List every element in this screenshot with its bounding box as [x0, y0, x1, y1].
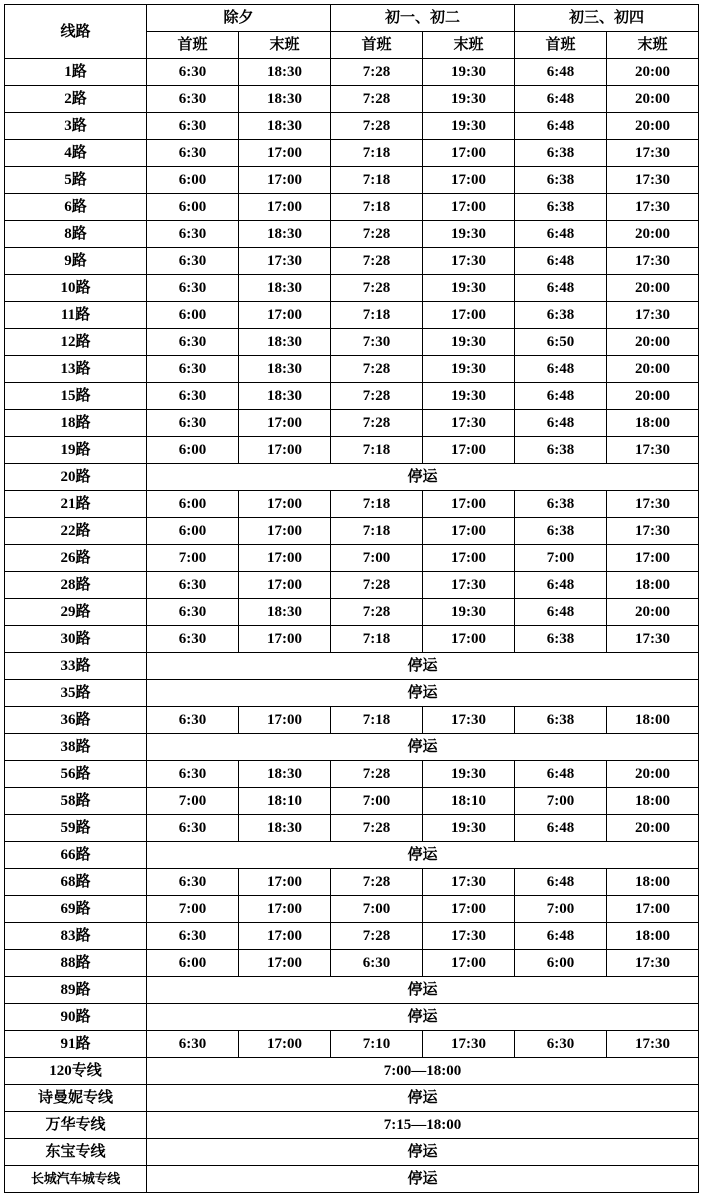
time-cell: 6:30 — [147, 329, 239, 356]
time-cell: 7:28 — [331, 923, 423, 950]
time-cell: 17:00 — [423, 626, 515, 653]
time-cell: 17:30 — [607, 437, 699, 464]
table-row — [5, 518, 699, 545]
time-cell: 6:00 — [515, 950, 607, 977]
table-row — [5, 950, 699, 977]
time-cell: 7:18 — [331, 167, 423, 194]
time-cell: 6:48 — [515, 86, 607, 113]
time-cell: 17:00 — [423, 437, 515, 464]
time-cell: 18:30 — [239, 383, 331, 410]
time-cell: 6:48 — [515, 599, 607, 626]
time-cell: 17:30 — [607, 248, 699, 275]
time-cell: 7:28 — [331, 599, 423, 626]
route-name-cell: 59路 — [5, 815, 147, 842]
time-cell: 17:30 — [607, 518, 699, 545]
time-cell: 7:28 — [331, 59, 423, 86]
time-cell: 18:30 — [239, 329, 331, 356]
table-row — [5, 86, 699, 113]
time-cell: 6:30 — [147, 923, 239, 950]
table-row — [5, 1166, 699, 1193]
time-cell: 18:30 — [239, 59, 331, 86]
time-cell: 6:38 — [515, 194, 607, 221]
time-cell: 17:30 — [423, 572, 515, 599]
route-name-cell: 15路 — [5, 383, 147, 410]
time-cell: 6:00 — [147, 194, 239, 221]
suspended-cell: 停运 — [147, 653, 699, 680]
header-group-chusan-chusi: 初三、初四 — [515, 5, 699, 32]
route-name-cell: 33路 — [5, 653, 147, 680]
route-name-cell: 19路 — [5, 437, 147, 464]
time-cell: 7:18 — [331, 437, 423, 464]
suspended-cell: 停运 — [147, 977, 699, 1004]
time-cell: 20:00 — [607, 761, 699, 788]
time-cell: 19:30 — [423, 356, 515, 383]
time-cell: 6:48 — [515, 59, 607, 86]
time-cell: 6:00 — [147, 950, 239, 977]
time-cell: 18:00 — [607, 788, 699, 815]
route-name-cell: 29路 — [5, 599, 147, 626]
time-cell: 7:28 — [331, 761, 423, 788]
time-cell: 6:30 — [515, 1031, 607, 1058]
table-row — [5, 788, 699, 815]
time-cell: 19:30 — [423, 761, 515, 788]
time-cell: 19:30 — [423, 86, 515, 113]
route-name-cell: 91路 — [5, 1031, 147, 1058]
time-cell: 19:30 — [423, 113, 515, 140]
header-first-bus-chuxi: 首班 — [147, 32, 239, 59]
time-cell: 6:30 — [147, 626, 239, 653]
time-cell: 18:30 — [239, 221, 331, 248]
time-cell: 17:00 — [607, 545, 699, 572]
time-cell: 6:48 — [515, 383, 607, 410]
time-cell: 6:30 — [147, 59, 239, 86]
time-cell: 6:00 — [147, 491, 239, 518]
suspended-cell: 停运 — [147, 1004, 699, 1031]
time-cell: 6:48 — [515, 572, 607, 599]
time-cell: 7:00 — [515, 788, 607, 815]
time-cell: 7:00 — [147, 788, 239, 815]
time-cell: 17:00 — [239, 869, 331, 896]
time-cell: 20:00 — [607, 815, 699, 842]
time-cell: 17:00 — [423, 194, 515, 221]
route-name-cell: 58路 — [5, 788, 147, 815]
time-cell: 7:00 — [147, 545, 239, 572]
route-name-cell: 68路 — [5, 869, 147, 896]
time-cell: 6:48 — [515, 248, 607, 275]
suspended-cell: 停运 — [147, 842, 699, 869]
time-cell: 6:48 — [515, 923, 607, 950]
suspended-cell: 停运 — [147, 464, 699, 491]
time-cell: 6:30 — [147, 599, 239, 626]
time-cell: 7:28 — [331, 356, 423, 383]
service-span-cell: 停运 — [147, 1085, 699, 1112]
time-cell: 6:00 — [147, 437, 239, 464]
time-cell: 17:00 — [239, 140, 331, 167]
time-cell: 18:30 — [239, 86, 331, 113]
table-row — [5, 653, 699, 680]
time-cell: 18:30 — [239, 815, 331, 842]
time-cell: 17:30 — [423, 707, 515, 734]
time-cell: 17:00 — [239, 518, 331, 545]
route-name-cell: 22路 — [5, 518, 147, 545]
header-last-bus-chuyi: 末班 — [423, 32, 515, 59]
time-cell: 20:00 — [607, 329, 699, 356]
time-cell: 6:30 — [147, 707, 239, 734]
table-row — [5, 356, 699, 383]
time-cell: 6:50 — [515, 329, 607, 356]
header-row-groups — [5, 5, 699, 32]
time-cell: 6:30 — [147, 356, 239, 383]
time-cell: 6:30 — [147, 869, 239, 896]
time-cell: 18:30 — [239, 275, 331, 302]
spring-festival-bus-timetable — [4, 4, 699, 1193]
header-last-bus-chusan: 末班 — [607, 32, 699, 59]
time-cell: 6:30 — [147, 140, 239, 167]
table-row — [5, 1112, 699, 1139]
time-cell: 6:30 — [147, 572, 239, 599]
route-name-cell: 38路 — [5, 734, 147, 761]
time-cell: 18:00 — [607, 869, 699, 896]
time-cell: 17:30 — [607, 302, 699, 329]
time-cell: 6:48 — [515, 815, 607, 842]
time-cell: 7:00 — [331, 545, 423, 572]
service-span-cell: 停运 — [147, 1139, 699, 1166]
route-name-cell: 3路 — [5, 113, 147, 140]
table-row — [5, 302, 699, 329]
time-cell: 17:30 — [607, 626, 699, 653]
table-row — [5, 734, 699, 761]
table-row — [5, 221, 699, 248]
time-cell: 6:38 — [515, 302, 607, 329]
time-cell: 17:00 — [239, 437, 331, 464]
time-cell: 7:28 — [331, 383, 423, 410]
table-row — [5, 113, 699, 140]
time-cell: 17:30 — [607, 1031, 699, 1058]
time-cell: 19:30 — [423, 599, 515, 626]
time-cell: 17:00 — [239, 167, 331, 194]
table-row — [5, 194, 699, 221]
time-cell: 6:00 — [147, 518, 239, 545]
time-cell: 6:00 — [147, 302, 239, 329]
time-cell: 7:00 — [331, 896, 423, 923]
time-cell: 6:30 — [147, 815, 239, 842]
time-cell: 17:00 — [423, 302, 515, 329]
time-cell: 17:00 — [423, 140, 515, 167]
time-cell: 6:30 — [147, 1031, 239, 1058]
route-name-cell: 56路 — [5, 761, 147, 788]
table-row — [5, 410, 699, 437]
time-cell: 17:00 — [423, 518, 515, 545]
time-cell: 6:48 — [515, 410, 607, 437]
time-cell: 17:00 — [239, 545, 331, 572]
header-group-chuxi: 除夕 — [147, 5, 331, 32]
time-cell: 17:30 — [607, 491, 699, 518]
table-row — [5, 869, 699, 896]
time-cell: 18:30 — [239, 599, 331, 626]
time-cell: 7:18 — [331, 518, 423, 545]
route-name-cell: 18路 — [5, 410, 147, 437]
route-name-cell: 5路 — [5, 167, 147, 194]
time-cell: 17:00 — [423, 167, 515, 194]
time-cell: 6:00 — [147, 167, 239, 194]
route-name-cell: 诗曼妮专线 — [5, 1085, 147, 1112]
route-name-cell: 10路 — [5, 275, 147, 302]
time-cell: 7:28 — [331, 248, 423, 275]
time-cell: 7:28 — [331, 869, 423, 896]
route-name-cell: 28路 — [5, 572, 147, 599]
time-cell: 17:00 — [239, 707, 331, 734]
header-first-bus-chusan: 首班 — [515, 32, 607, 59]
time-cell: 17:00 — [239, 410, 331, 437]
table-row — [5, 248, 699, 275]
time-cell: 6:48 — [515, 356, 607, 383]
time-cell: 19:30 — [423, 221, 515, 248]
time-cell: 18:00 — [607, 410, 699, 437]
route-name-cell: 1路 — [5, 59, 147, 86]
route-name-cell: 万华专线 — [5, 1112, 147, 1139]
time-cell: 6:48 — [515, 869, 607, 896]
route-name-cell: 36路 — [5, 707, 147, 734]
table-body — [5, 59, 699, 1193]
time-cell: 17:00 — [239, 626, 331, 653]
time-cell: 17:00 — [423, 896, 515, 923]
time-cell: 6:38 — [515, 140, 607, 167]
time-cell: 6:38 — [515, 437, 607, 464]
time-cell: 6:30 — [147, 86, 239, 113]
table-row — [5, 329, 699, 356]
time-cell: 17:00 — [239, 194, 331, 221]
route-name-cell: 2路 — [5, 86, 147, 113]
table-row — [5, 1085, 699, 1112]
table-row — [5, 572, 699, 599]
time-cell: 20:00 — [607, 221, 699, 248]
time-cell: 18:30 — [239, 113, 331, 140]
route-name-cell: 69路 — [5, 896, 147, 923]
time-cell: 17:00 — [239, 572, 331, 599]
time-cell: 17:30 — [423, 869, 515, 896]
table-row — [5, 977, 699, 1004]
route-name-cell: 88路 — [5, 950, 147, 977]
table-row — [5, 1004, 699, 1031]
route-name-cell: 89路 — [5, 977, 147, 1004]
time-cell: 18:30 — [239, 356, 331, 383]
table-row — [5, 815, 699, 842]
time-cell: 6:30 — [147, 221, 239, 248]
time-cell: 20:00 — [607, 275, 699, 302]
table-row — [5, 626, 699, 653]
time-cell: 6:48 — [515, 113, 607, 140]
time-cell: 7:28 — [331, 410, 423, 437]
route-name-cell: 东宝专线 — [5, 1139, 147, 1166]
time-cell: 6:38 — [515, 707, 607, 734]
table-row — [5, 491, 699, 518]
time-cell: 17:00 — [423, 491, 515, 518]
table-row — [5, 1058, 699, 1085]
time-cell: 6:30 — [147, 113, 239, 140]
time-cell: 7:28 — [331, 221, 423, 248]
time-cell: 17:00 — [239, 302, 331, 329]
route-name-cell: 120专线 — [5, 1058, 147, 1085]
table-row — [5, 923, 699, 950]
time-cell: 18:10 — [423, 788, 515, 815]
time-cell: 17:30 — [607, 140, 699, 167]
time-cell: 7:18 — [331, 626, 423, 653]
header-route: 线路 — [5, 5, 147, 59]
time-cell: 20:00 — [607, 86, 699, 113]
table-row — [5, 1031, 699, 1058]
time-cell: 20:00 — [607, 113, 699, 140]
table-row — [5, 167, 699, 194]
time-cell: 19:30 — [423, 275, 515, 302]
time-cell: 7:28 — [331, 572, 423, 599]
time-cell: 20:00 — [607, 59, 699, 86]
time-cell: 6:30 — [147, 383, 239, 410]
table-row — [5, 1139, 699, 1166]
time-cell: 7:00 — [515, 545, 607, 572]
time-cell: 6:38 — [515, 518, 607, 545]
table-row — [5, 842, 699, 869]
time-cell: 6:38 — [515, 167, 607, 194]
time-cell: 6:30 — [147, 248, 239, 275]
table-row — [5, 761, 699, 788]
time-cell: 7:10 — [331, 1031, 423, 1058]
suspended-cell: 停运 — [147, 680, 699, 707]
time-cell: 7:28 — [331, 113, 423, 140]
time-cell: 17:00 — [607, 896, 699, 923]
table-row — [5, 896, 699, 923]
route-name-cell: 11路 — [5, 302, 147, 329]
time-cell: 7:28 — [331, 275, 423, 302]
time-cell: 17:00 — [239, 491, 331, 518]
time-cell: 6:48 — [515, 761, 607, 788]
header-first-bus-chuyi: 首班 — [331, 32, 423, 59]
header-group-chuyi-chuer: 初一、初二 — [331, 5, 515, 32]
time-cell: 6:38 — [515, 626, 607, 653]
service-span-cell: 7:00—18:00 — [147, 1058, 699, 1085]
time-cell: 17:00 — [239, 950, 331, 977]
time-cell: 17:00 — [423, 545, 515, 572]
table-row — [5, 275, 699, 302]
time-cell: 6:30 — [147, 410, 239, 437]
time-cell: 19:30 — [423, 383, 515, 410]
service-span-cell: 停运 — [147, 1166, 699, 1193]
time-cell: 19:30 — [423, 59, 515, 86]
time-cell: 17:30 — [423, 410, 515, 437]
time-cell: 6:30 — [147, 761, 239, 788]
time-cell: 17:00 — [239, 923, 331, 950]
time-cell: 6:48 — [515, 221, 607, 248]
time-cell: 19:30 — [423, 815, 515, 842]
route-name-cell: 12路 — [5, 329, 147, 356]
time-cell: 7:00 — [331, 788, 423, 815]
time-cell: 7:18 — [331, 302, 423, 329]
time-cell: 7:28 — [331, 86, 423, 113]
time-cell: 6:48 — [515, 275, 607, 302]
table-row — [5, 59, 699, 86]
time-cell: 7:18 — [331, 140, 423, 167]
time-cell: 6:30 — [331, 950, 423, 977]
time-cell: 17:30 — [607, 194, 699, 221]
table-row — [5, 464, 699, 491]
table-row — [5, 545, 699, 572]
time-cell: 18:10 — [239, 788, 331, 815]
route-name-cell: 26路 — [5, 545, 147, 572]
time-cell: 20:00 — [607, 383, 699, 410]
time-cell: 20:00 — [607, 599, 699, 626]
route-name-cell: 35路 — [5, 680, 147, 707]
time-cell: 17:00 — [423, 950, 515, 977]
table-header — [5, 5, 699, 59]
time-cell: 17:00 — [239, 896, 331, 923]
route-name-cell: 20路 — [5, 464, 147, 491]
route-name-cell: 8路 — [5, 221, 147, 248]
time-cell: 7:18 — [331, 707, 423, 734]
time-cell: 20:00 — [607, 356, 699, 383]
time-cell: 19:30 — [423, 329, 515, 356]
time-cell: 18:00 — [607, 572, 699, 599]
time-cell: 7:30 — [331, 329, 423, 356]
route-name-cell: 83路 — [5, 923, 147, 950]
table-row — [5, 599, 699, 626]
time-cell: 7:28 — [331, 815, 423, 842]
time-cell: 17:30 — [239, 248, 331, 275]
table-row — [5, 383, 699, 410]
time-cell: 7:00 — [147, 896, 239, 923]
route-name-cell: 长城汽车城专线 — [5, 1166, 147, 1193]
route-name-cell: 9路 — [5, 248, 147, 275]
time-cell: 17:30 — [423, 248, 515, 275]
service-span-cell: 7:15—18:00 — [147, 1112, 699, 1139]
header-last-bus-chuxi: 末班 — [239, 32, 331, 59]
time-cell: 18:00 — [607, 707, 699, 734]
table-row — [5, 680, 699, 707]
time-cell: 6:38 — [515, 491, 607, 518]
time-cell: 7:18 — [331, 194, 423, 221]
time-cell: 17:30 — [607, 167, 699, 194]
route-name-cell: 66路 — [5, 842, 147, 869]
table-row — [5, 140, 699, 167]
time-cell: 17:30 — [607, 950, 699, 977]
time-cell: 7:18 — [331, 491, 423, 518]
route-name-cell: 6路 — [5, 194, 147, 221]
route-name-cell: 21路 — [5, 491, 147, 518]
time-cell: 18:00 — [607, 923, 699, 950]
suspended-cell: 停运 — [147, 734, 699, 761]
route-name-cell: 4路 — [5, 140, 147, 167]
route-name-cell: 13路 — [5, 356, 147, 383]
route-name-cell: 90路 — [5, 1004, 147, 1031]
table-row — [5, 707, 699, 734]
route-name-cell: 30路 — [5, 626, 147, 653]
time-cell: 17:00 — [239, 1031, 331, 1058]
table-row — [5, 437, 699, 464]
time-cell: 17:30 — [423, 923, 515, 950]
time-cell: 6:30 — [147, 275, 239, 302]
time-cell: 7:00 — [515, 896, 607, 923]
time-cell: 18:30 — [239, 761, 331, 788]
time-cell: 17:30 — [423, 1031, 515, 1058]
